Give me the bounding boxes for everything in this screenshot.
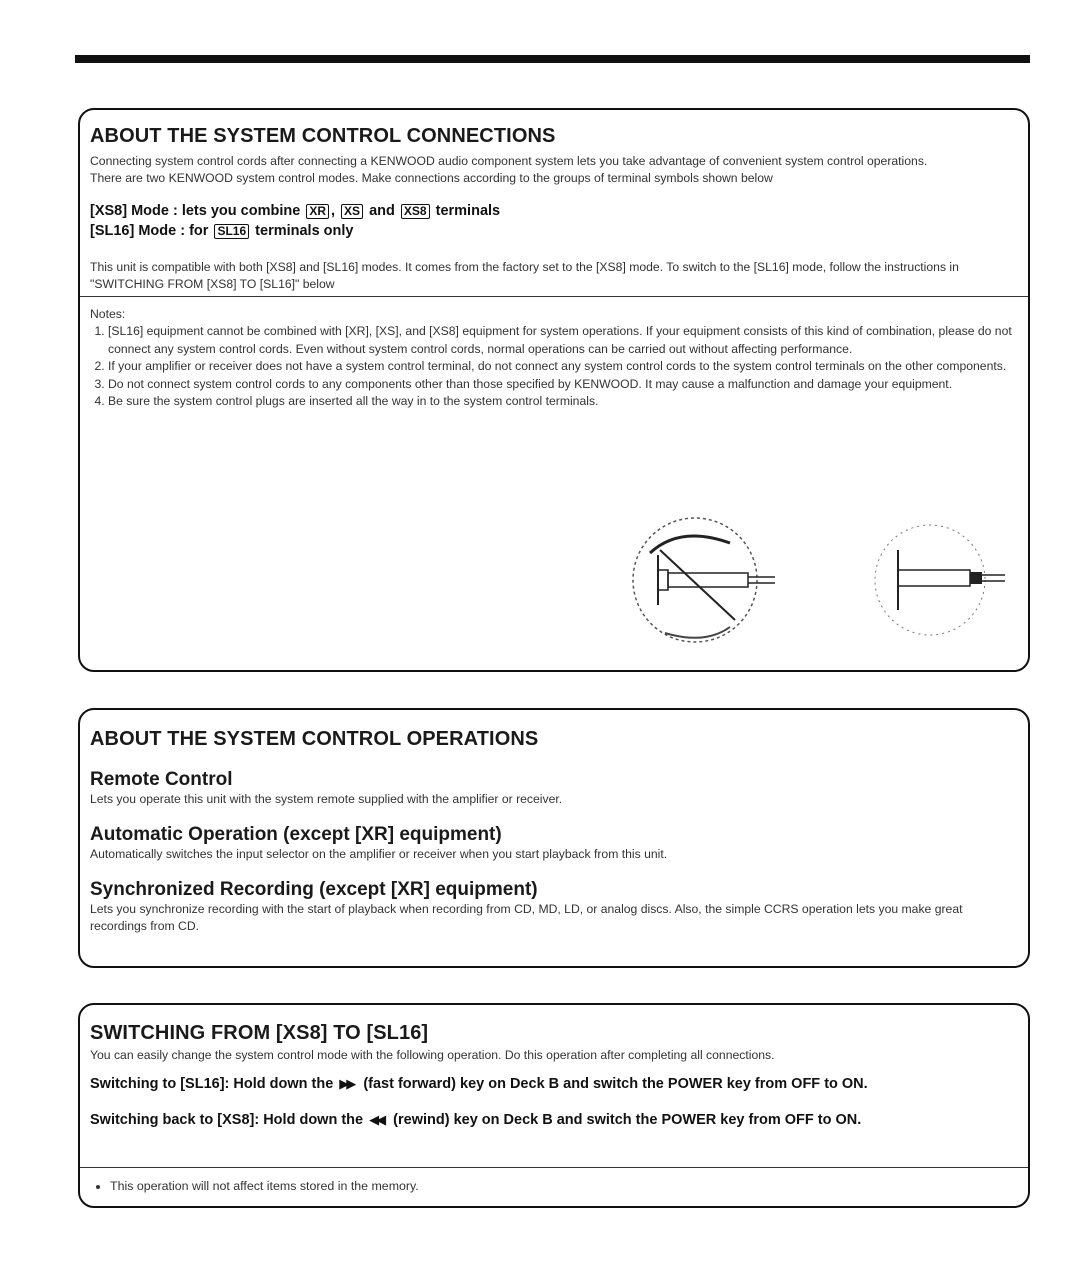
switch-to-sl16-text-b: (fast forward) key on Deck B and switch the POWER key from OFF to ON.: [363, 1076, 868, 1092]
mode-1-prefix: [XS8] Mode : lets you combine: [90, 203, 301, 219]
switching-title: SWITCHING FROM [XS8] TO [SL16]: [90, 1022, 429, 1044]
mode-2-prefix: [SL16] Mode : for: [90, 223, 209, 239]
note-item: 1. [SL16] equipment cannot be combined with [XR], [XS], and [XS8] equipment for system operations. If your equipment consists of this kind of combination, please do not connect any system control cords. Even without system control cords, normal operations can be carried out without affecting performance.: [108, 323, 1018, 358]
xs-terminal-symbol: XS: [341, 204, 363, 219]
mode-1-sep: ,: [330, 203, 336, 219]
mode-2-suffix: terminals only: [255, 223, 354, 239]
synchronized-recording-text: Lets you synchronize recording with the start of playback when recording from CD, MD, LD, or analog discs. Also, the simple CCRS operation lets you make great recordings from CD.: [90, 902, 963, 933]
section-divider: [80, 296, 1028, 297]
synchronized-recording-heading: Synchronized Recording (except [XR] equipment): [90, 879, 538, 900]
mode-1-and: and: [369, 203, 395, 219]
rewind-icon: ◀◀: [369, 1112, 384, 1127]
switch-back-xs8-text-a: Switching back to [XS8]: Hold down the: [90, 1112, 364, 1128]
remote-control-text: Lets you operate this unit with the system remote supplied with the amplifier or receiver.: [90, 792, 563, 806]
note-item: 4. Be sure the system control plugs are inserted all the way in to the system control terminals.: [108, 393, 1018, 411]
remote-control-heading: Remote Control: [90, 769, 233, 790]
plug-illustration: [610, 515, 1010, 655]
mode-2-line: [90, 221, 1018, 241]
switching-intro: You can easily change the system control mode with the following operation. Do this operation after completing all connections.: [90, 1048, 775, 1062]
incorrect-insertion-icon: [633, 518, 775, 642]
switching-section: [78, 1003, 1030, 1208]
connections-section: [78, 108, 1030, 672]
memory-note: • This operation will not affect items stored in the memory.: [110, 1177, 1018, 1195]
top-rule: [75, 55, 1030, 63]
xr-terminal-symbol: XR: [306, 204, 329, 219]
mode-1-suffix: terminals: [435, 203, 501, 219]
notes-list: [90, 323, 1018, 411]
operations-section: [78, 708, 1030, 968]
switch-back-xs8-text-b: (rewind) key on Deck B and switch the POWER key from OFF to ON.: [393, 1112, 862, 1128]
sl16-terminal-symbol: SL16: [214, 224, 249, 239]
switch-to-sl16-text-a: Switching to [SL16]: Hold down the: [90, 1076, 334, 1092]
switch-to-sl16-line: [90, 1074, 1018, 1094]
notes-label: Notes:: [90, 307, 126, 321]
fast-forward-icon: ▶▶: [339, 1076, 354, 1091]
correct-insertion-icon: [875, 525, 1005, 635]
section-divider: [80, 1167, 1028, 1168]
note-item: 3. Do not connect system control cords to any components other than those specified by KENWOOD. It may cause a malfunction and damage your equipment.: [108, 376, 1018, 394]
connections-title: ABOUT THE SYSTEM CONTROL CONNECTIONS: [90, 125, 556, 147]
switch-back-xs8-line: [90, 1110, 1018, 1130]
note-bullets: [90, 1177, 1018, 1195]
compatibility-text: This unit is compatible with both [XS8] and [SL16] modes. It comes from the factory set to the [XS8] mode. To switch to the [SL16] mode, follow the instructions in "SWITCHING FROM [XS8] TO [SL16]" below: [90, 260, 959, 291]
mode-1-line: [90, 201, 1018, 221]
operations-title: ABOUT THE SYSTEM CONTROL OPERATIONS: [90, 728, 539, 750]
note-item: 2. If your amplifier or receiver does not have a system control terminal, do not connect any system control cords to the system control terminals on the other components.: [108, 358, 1018, 376]
automatic-operation-text: Automatically switches the input selector on the amplifier or receiver when you start playback from this unit.: [90, 847, 668, 861]
xs8-terminal-symbol: XS8: [401, 204, 430, 219]
automatic-operation-heading: Automatic Operation (except [XR] equipment): [90, 824, 502, 845]
connections-intro-2: There are two KENWOOD system control modes. Make connections according to the groups of terminal symbols shown below: [90, 171, 773, 185]
connections-intro-1: Connecting system control cords after connecting a KENWOOD audio component system lets you take advantage of convenient system control operations.: [90, 154, 928, 168]
